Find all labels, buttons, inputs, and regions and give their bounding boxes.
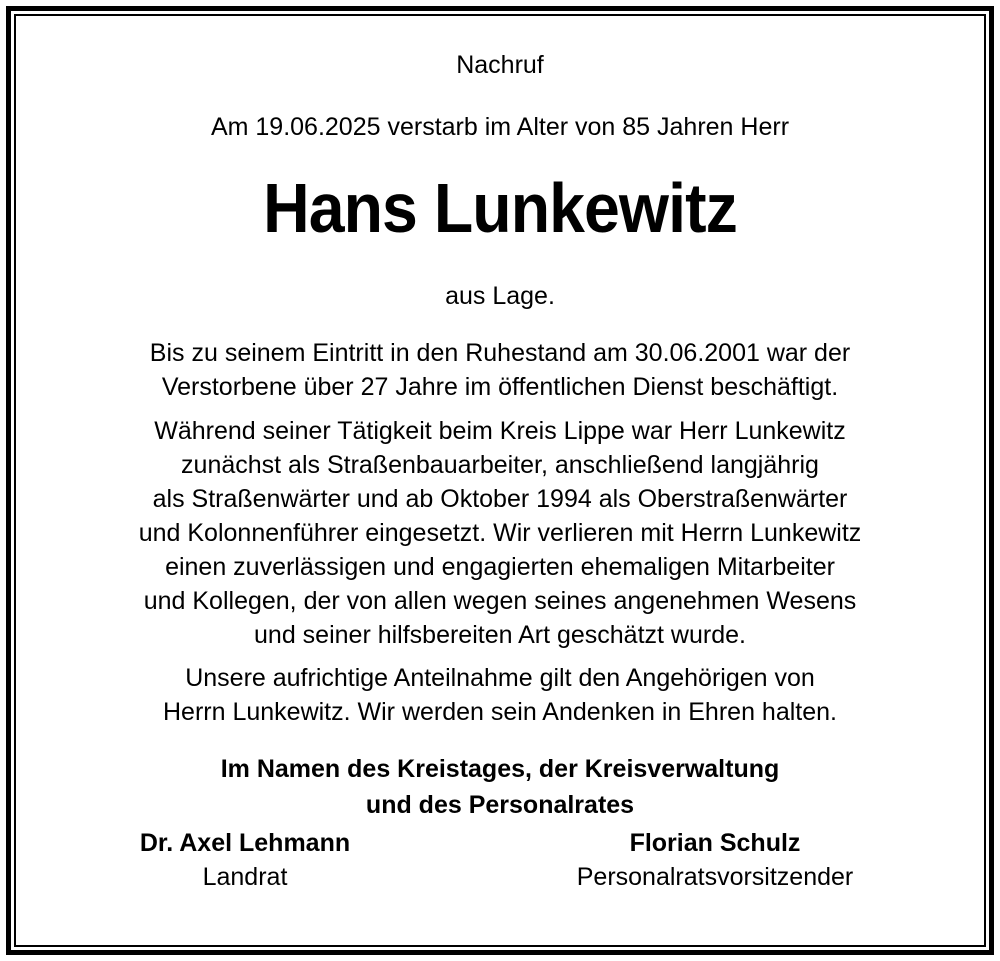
text-line: Unsere aufrichtige Anteilnahme gilt den Angehörigen von — [185, 664, 815, 692]
career-paragraph — [20, 414, 980, 652]
deceased-origin: aus Lage. — [445, 282, 555, 310]
signer-role: Landrat — [202, 863, 288, 891]
text-line: zunächst als Straßenbauarbeiter, anschließend langjährig — [181, 451, 819, 479]
signer-landrat — [35, 826, 455, 894]
text-line: und des Personalrates — [365, 791, 635, 819]
signer-role: Personalratsvorsitzender — [576, 863, 854, 891]
signer-name: Dr. Axel Lehmann — [139, 829, 351, 857]
text-line: Im Namen des Kreistages, der Kreisverwaltung — [220, 755, 780, 783]
deceased-name: Hans Lunkewitz — [263, 169, 737, 247]
text-line: als Straßenwärter und ab Oktober 1994 als Oberstraßenwärter — [152, 485, 848, 513]
closing-statement — [20, 751, 980, 823]
text-line: Während seiner Tätigkeit beim Kreis Lippe war Herr Lunkewitz — [154, 417, 846, 445]
text-line: Verstorbene über 27 Jahre im öffentlichen Dienst beschäftigt. — [161, 373, 839, 401]
text-line: Bis zu seinem Eintritt in den Ruhestand am 30.06.2001 war der — [149, 339, 851, 367]
notice-heading: Nachruf — [456, 51, 544, 79]
signer-name: Florian Schulz — [629, 829, 801, 857]
condolence-paragraph — [20, 661, 980, 729]
text-line: Herrn Lunkewitz. Wir werden sein Andenken in Ehren halten. — [163, 698, 837, 726]
text-line: und Kolonnenführer eingesetzt. Wir verlieren mit Herrn Lunkewitz — [138, 519, 862, 547]
retirement-paragraph — [20, 336, 980, 404]
text-line: einen zuverlässigen und engagierten ehemaligen Mitarbeiter — [165, 553, 835, 581]
text-line: und Kollegen, der von allen wegen seines angenehmen Wesens — [143, 587, 857, 615]
death-announcement: Am 19.06.2025 verstarb im Alter von 85 Jahren Herr — [210, 113, 790, 141]
signer-personalrat — [505, 826, 925, 894]
text-line: und seiner hilfsbereiten Art geschätzt wurde. — [254, 621, 746, 649]
